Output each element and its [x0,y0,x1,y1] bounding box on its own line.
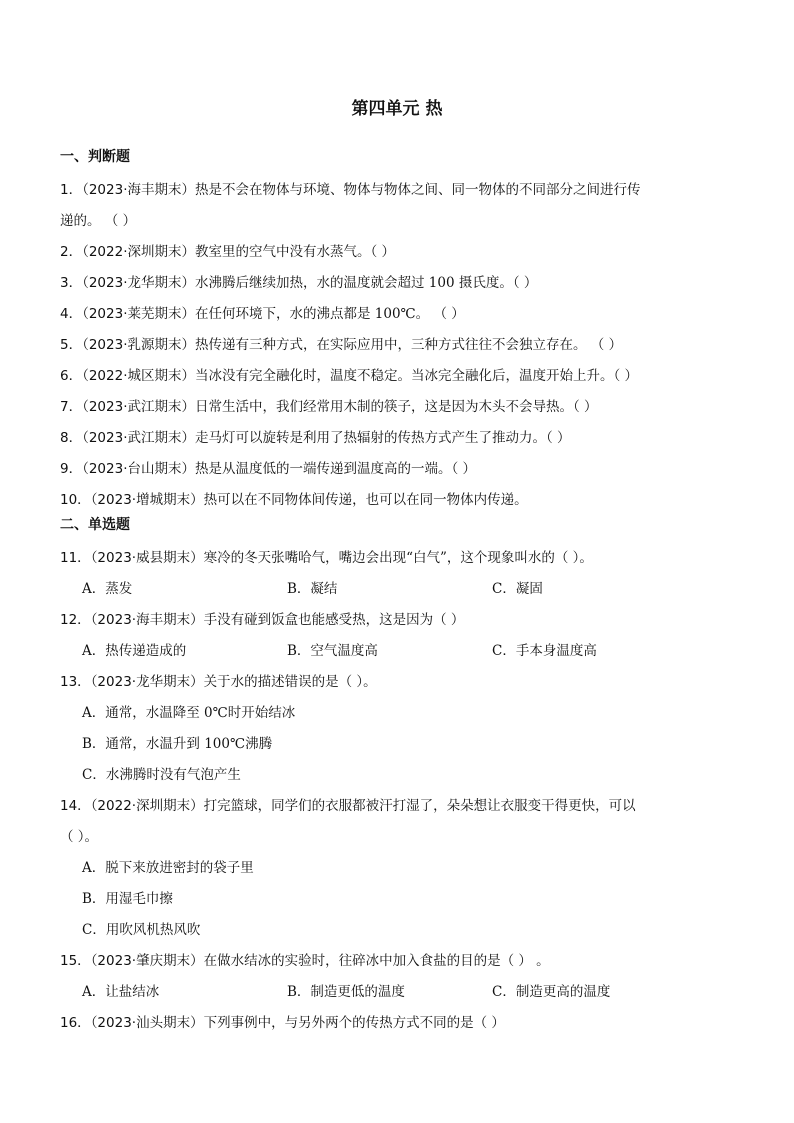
question-number: 1． [60,182,83,198]
question-text: 热是从温度低的一端传递到温度高的一端。（ ） [195,461,477,477]
question-source: （2022·深圳期末） [82,244,195,260]
question-number: 5． [60,337,83,353]
question-item [60,361,740,392]
answer-options [60,698,740,791]
document-content [60,150,740,1039]
question-number: 6． [60,368,83,384]
question-text-continued: （ ）。 [60,829,99,845]
answer-option[interactable]: C．凝固 [492,581,543,597]
question-number: 8． [60,430,83,446]
question-source: （2023·海丰期末） [82,182,195,198]
answer-option[interactable]: C．制造更高的温度 [492,984,611,1000]
question-item [60,543,740,574]
answer-option[interactable]: C．用吹风机热风吹 [82,922,201,938]
question-text: 热可以在不同物体间传递，也可以在同一物体内传递。 [203,492,528,508]
question-item [60,330,740,361]
question-item [60,392,740,423]
answer-option[interactable]: A．通常，水温降至 0℃时开始结冰 [82,705,296,721]
question-number: 15． [60,953,91,969]
question-source: （2023·武江期末） [82,430,195,446]
answer-option[interactable]: B．通常，水温升到 100℃沸腾 [82,736,273,752]
question-text: 手没有碰到饭盒也能感受热，这是因为（ ） [203,612,465,628]
question-item [60,268,740,299]
answer-options [60,636,740,667]
answer-option[interactable]: B．空气温度高 [287,643,378,659]
question-text: 打完篮球，同学们的衣服都被汗打湿了，朵朵想让衣服变干得更快，可以 [203,798,636,814]
question-number: 11． [60,550,91,566]
section-heading-judgement: 一、判断题 [60,149,130,165]
question-item [60,1008,740,1039]
question-text: 下列事例中，与另外两个的传热方式不同的是（ ） [203,1015,505,1031]
question-number: 9． [60,461,83,477]
question-number: 4． [60,306,83,322]
question-number: 10． [60,492,91,508]
answer-option[interactable]: B．用湿毛巾擦 [82,891,173,907]
question-number: 12． [60,612,91,628]
answer-option[interactable]: C．手本身温度高 [492,643,597,659]
answer-options [60,574,740,605]
page-title: 第四单元 热 [351,99,443,119]
question-number: 3． [60,275,83,291]
question-number: 13． [60,674,91,690]
section-heading-single-choice: 二、单选题 [60,517,130,533]
question-source: （2023·肇庆期末） [90,953,204,969]
question-source: （2023·海丰期末） [90,612,204,628]
question-text: 寒冷的冬天张嘴哈气，嘴边会出现“白气”，这个现象叫水的（ ）。 [203,550,593,566]
single-choice-questions [60,543,740,1039]
question-source: （2023·武江期末） [82,399,195,415]
question-source: （2023·莱芜期末） [82,306,195,322]
answer-option[interactable]: B．制造更低的温度 [287,984,405,1000]
question-source: （2023·增城期末） [90,492,204,508]
answer-options [60,853,740,946]
judgement-questions [60,175,740,516]
question-source: （2023·汕头期末） [90,1015,204,1031]
answer-option[interactable]: A．让盐结冰 [82,984,160,1000]
question-text: 教室里的空气中没有水蒸气。（ ） [195,244,396,260]
question-number: 2． [60,244,83,260]
question-text: 当冰没有完全融化时，温度不稳定。当冰完全融化后，温度开始上升。（ ） [195,368,639,384]
question-item [60,791,740,822]
question-text: 在任何环境下，水的沸点都是 100℃。 （ ） [195,306,465,322]
question-source: （2023·台山期末） [82,461,195,477]
question-text-continued: 递的。 （ ） [60,213,137,229]
answer-option[interactable]: A．蒸发 [82,581,133,597]
question-number: 16． [60,1015,91,1031]
question-source: （2023·龙华期末） [90,674,204,690]
question-number: 14． [60,798,91,814]
question-item [60,454,740,485]
answer-option[interactable]: A．脱下来放进密封的袋子里 [82,860,254,876]
answer-option[interactable]: C．水沸腾时没有气泡产生 [82,767,241,783]
question-text: 热是不会在物体与环境、物体与物体之间、同一物体的不同部分之间进行传 [195,182,641,198]
question-source: （2023·乳源期末） [82,337,195,353]
question-item [60,237,740,268]
question-item [60,946,740,977]
question-source: （2022·深圳期末） [90,798,204,814]
question-source: （2023·威县期末） [90,550,204,566]
question-item [60,605,740,636]
question-source: （2023·龙华期末） [82,275,195,291]
question-item [60,175,740,206]
question-text: 在做水结冰的实验时，往碎冰中加入食盐的目的是（ ） 。 [203,953,550,969]
answer-options [60,977,740,1008]
question-source: （2022·城区期末） [82,368,195,384]
question-item [60,423,740,454]
question-text: 水沸腾后继续加热，水的温度就会超过 100 摄氏度。（ ） [195,275,538,291]
answer-option[interactable]: A．热传递造成的 [82,643,187,659]
question-item [60,667,740,698]
question-text: 热传递有三种方式，在实际应用中，三种方式往往不会独立存在。 （ ） [195,337,623,353]
question-number: 7． [60,399,83,415]
question-text: 日常生活中，我们经常用木制的筷子，这是因为木头不会导热。（ ） [195,399,598,415]
question-text: 关于水的描述错误的是（ ）。 [203,674,377,690]
answer-option[interactable]: B．凝结 [287,581,338,597]
question-item [60,485,740,516]
question-text: 走马灯可以旋转是利用了热辐射的传热方式产生了推动力。（ ） [195,430,571,446]
question-item [60,299,740,330]
